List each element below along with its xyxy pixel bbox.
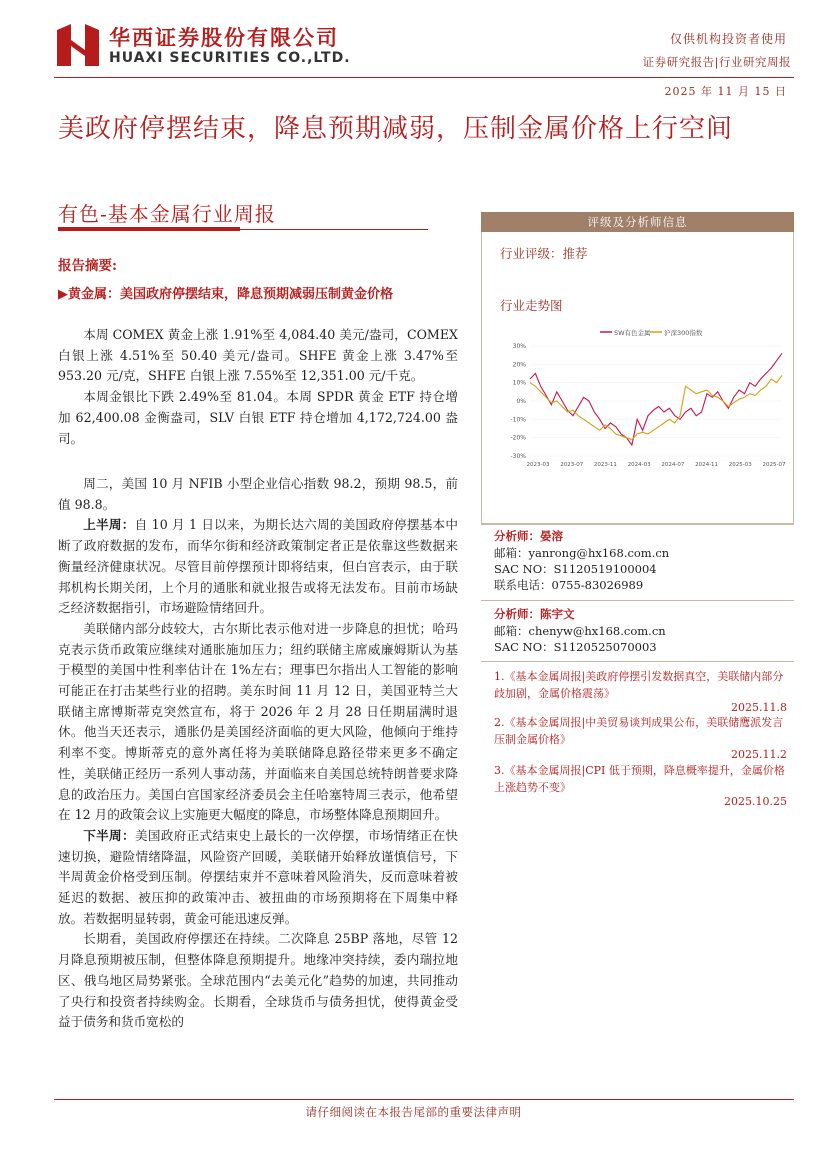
paragraph-second-half — [58, 826, 458, 930]
related-report-3: 3.《基本金属周报|CPI 低于预期，降息概率提升，金属价格上涨趋势不变》 — [494, 764, 785, 794]
x-tick-label: 2023-03 — [526, 462, 550, 468]
y-tick-label: 0% — [516, 398, 526, 405]
y-tick-label: -30% — [510, 453, 526, 460]
subtitle-accent-bar — [58, 227, 240, 231]
y-tick-label: 30% — [512, 343, 526, 350]
x-tick-label: 2024-11 — [695, 462, 719, 468]
report-type: 证券研究报告|行业研究周报 — [642, 55, 791, 69]
second-half-label: 下半周： — [83, 827, 135, 843]
gold-section-heading: ▶黄金属：美国政府停摆结束，降息预期减弱压制黄金价格 — [58, 287, 393, 302]
company-name-en: HUAXI SECURITIES CO.,LTD. — [109, 50, 351, 66]
analyst-2-sac: SAC NO：S1120525070003 — [494, 640, 657, 654]
analyst-1-email: 邮箱：yanrong@hx168.com.cn — [494, 546, 670, 560]
x-tick-label: 2023-11 — [593, 462, 617, 468]
summary-block-2 — [58, 474, 458, 1033]
analyst-divider-2 — [481, 600, 794, 601]
paragraph-ratio-etf: 本周金银比下跌 2.49%至 81.04。本周 SPDR 黄金 ETF 持仓增加 62,400.08 金衡盎司，SLV 白银 ETF 持仓增加 4,172,724.00 盎司。 — [58, 389, 458, 446]
x-tick-label: 2025-03 — [728, 462, 752, 468]
industry-trend-label: 行业走势图 — [500, 298, 563, 313]
report-title: 美政府停摆结束，降息预期减弱，压制金属价格上行空间 — [58, 114, 734, 144]
x-tick-label: 2025-07 — [762, 462, 786, 468]
report-date: 2025 年 11 月 15 日 — [664, 85, 787, 98]
y-tick-label: -20% — [510, 434, 526, 442]
legal-notice: 请仔细阅读在本报告尾部的重要法律声明 — [305, 1105, 522, 1119]
report-subtitle: 有色-基本金属行业周报 — [58, 202, 276, 226]
related-report-1-date: 2025.11.8 — [731, 701, 787, 714]
first-half-label: 上半周： — [83, 517, 135, 533]
first-half-text: 自 10 月 1 日以来，为期长达六周的美国政府停摆基本中断了政府数据的发布，而华尔街和经济政策制定者正是依靠这些数据来衡量经济健康状况。尽管目前停摆预计即将结束，但白宫表示，由于联邦机构长期关闭，上个月的通胀和就业报告或将无法发布。目前市场缺乏经济数据指引，市场避险情绪回升。 — [58, 517, 458, 616]
company-name-cn: 华西证券股份有限公司 — [109, 26, 339, 50]
header-divider — [54, 77, 794, 78]
x-tick-label: 2023-07 — [560, 462, 584, 468]
related-report-2-date: 2025.11.2 — [731, 748, 787, 761]
related-report-1: 1.《基本金属周报|美政府停摆引发数据真空，美联储内部分歧加剧，金属价格震荡》 — [494, 670, 784, 700]
paragraph-long-term: 长期看，美国政府停摆还在持续。二次降息 25BP 落地，尽管 12 月降息预期被压制，但整体降息预期提升。地缘冲突持续，委内瑞拉地区、俄乌地区局势紧张。全球范围内“去美元化”趋势的加速，共同推动了央行和投资者持续购金。长期看，全球货币与债务担忧，使得黄金受益于债务和货币宽松的 — [58, 931, 458, 1030]
y-tick-label: -10% — [510, 416, 526, 424]
analyst-1-phone: 联系电话：0755-83026989 — [494, 578, 644, 592]
rating-panel-header: 评级及分析师信息 — [481, 212, 794, 232]
paragraph-prices: 本周 COMEX 黄金上涨 1.91%至 4,084.40 美元/盎司，COMEX 白银上涨 4.51%至 50.40 美元/盎司。SHFE 黄金上涨 3.47%至 953.20 元/克，SHFE 白银上涨 7.55%至 12,351.00 元/千克。 — [58, 327, 458, 384]
analyst-2-email: 邮箱：chenyw@hx168.com.cn — [494, 624, 666, 638]
series-line-0 — [530, 353, 782, 445]
y-tick-label: 10% — [512, 379, 526, 387]
related-report-2: 2.《基本金属周报|中美贸易谈判成果公布，美联储鹰派发言压制金属价格》 — [494, 716, 784, 746]
paragraph-nfib: 周二，美国 10 月 NFIB 小型企业信心指数 98.2，预期 98.5，前值 98.8。 — [58, 476, 458, 512]
industry-trend-chart — [500, 318, 790, 478]
analyst-1-name: 分析师：晏溶 — [494, 529, 563, 543]
industry-rating: 行业评级：推荐 — [500, 246, 588, 261]
footer-divider — [54, 1099, 794, 1100]
x-tick-label: 2024-07 — [661, 462, 685, 468]
second-half-text: 美国政府正式结束史上最长的一次停摆，市场情绪正在快速切换，避险情绪降温，风险资产回暖，美联储开始释放谨慎信号，下半周黄金价格受到压制。停摆结束并不意味着风险消失，反而意味着被延迟的数据、被压抑的政策冲击、被扭曲的市场预期将在下周集中释放。若数据明显转弱，黄金可能迅速反弹。 — [58, 827, 459, 926]
series-line-1 — [530, 375, 782, 439]
legend-label-0: SW有色金属 — [614, 329, 651, 337]
huaxi-logo-icon — [55, 22, 101, 68]
legend-label-1: 沪深300指数 — [664, 329, 703, 337]
analyst-1-sac: SAC NO：S1120519100004 — [494, 562, 657, 576]
analyst-divider — [481, 524, 794, 525]
related-divider — [481, 661, 794, 662]
audience-note: 仅供机构投资者使用 — [669, 32, 787, 46]
paragraph-first-half — [58, 515, 458, 619]
summary-label: 报告摘要: — [58, 258, 117, 274]
analyst-2-name: 分析师：陈宇文 — [494, 607, 575, 621]
y-tick-label: 20% — [512, 361, 526, 369]
x-tick-label: 2024-03 — [627, 462, 651, 468]
related-report-3-date: 2025.10.25 — [724, 795, 787, 808]
paragraph-fed: 美联储内部分歧较大，古尔斯比表示他对进一步降息的担忧；哈玛克表示货币政策应继续对通胀施加压力；纽约联储主席威廉姆斯认为基于模型的美国中性利率估计在 1%左右；理事巴尔指出人工智能的影响可能正在打击某些行业的招聘。美东时间 11 月 12 日，美国亚特兰大联储主席博斯蒂克突然宣布，将于 2026 年 2 月 28 日任期届满时退休。他当天还表示，通胀仍是美国经济面临的更大风险，他倾向于维持利率不变。博斯蒂克的意外离任将为美联储降息路径带来更多不确定性，美联储正经历一系列人事动荡，并面临来自美国总统特朗普要求降息的政治压力。美国白宫国家经济委员会主任哈塞特周三表示，他希望在 12 月的政策会议上实施更大幅度的降息，市场整体降息预期回升。 — [58, 620, 458, 823]
summary-block-1 — [58, 325, 458, 449]
